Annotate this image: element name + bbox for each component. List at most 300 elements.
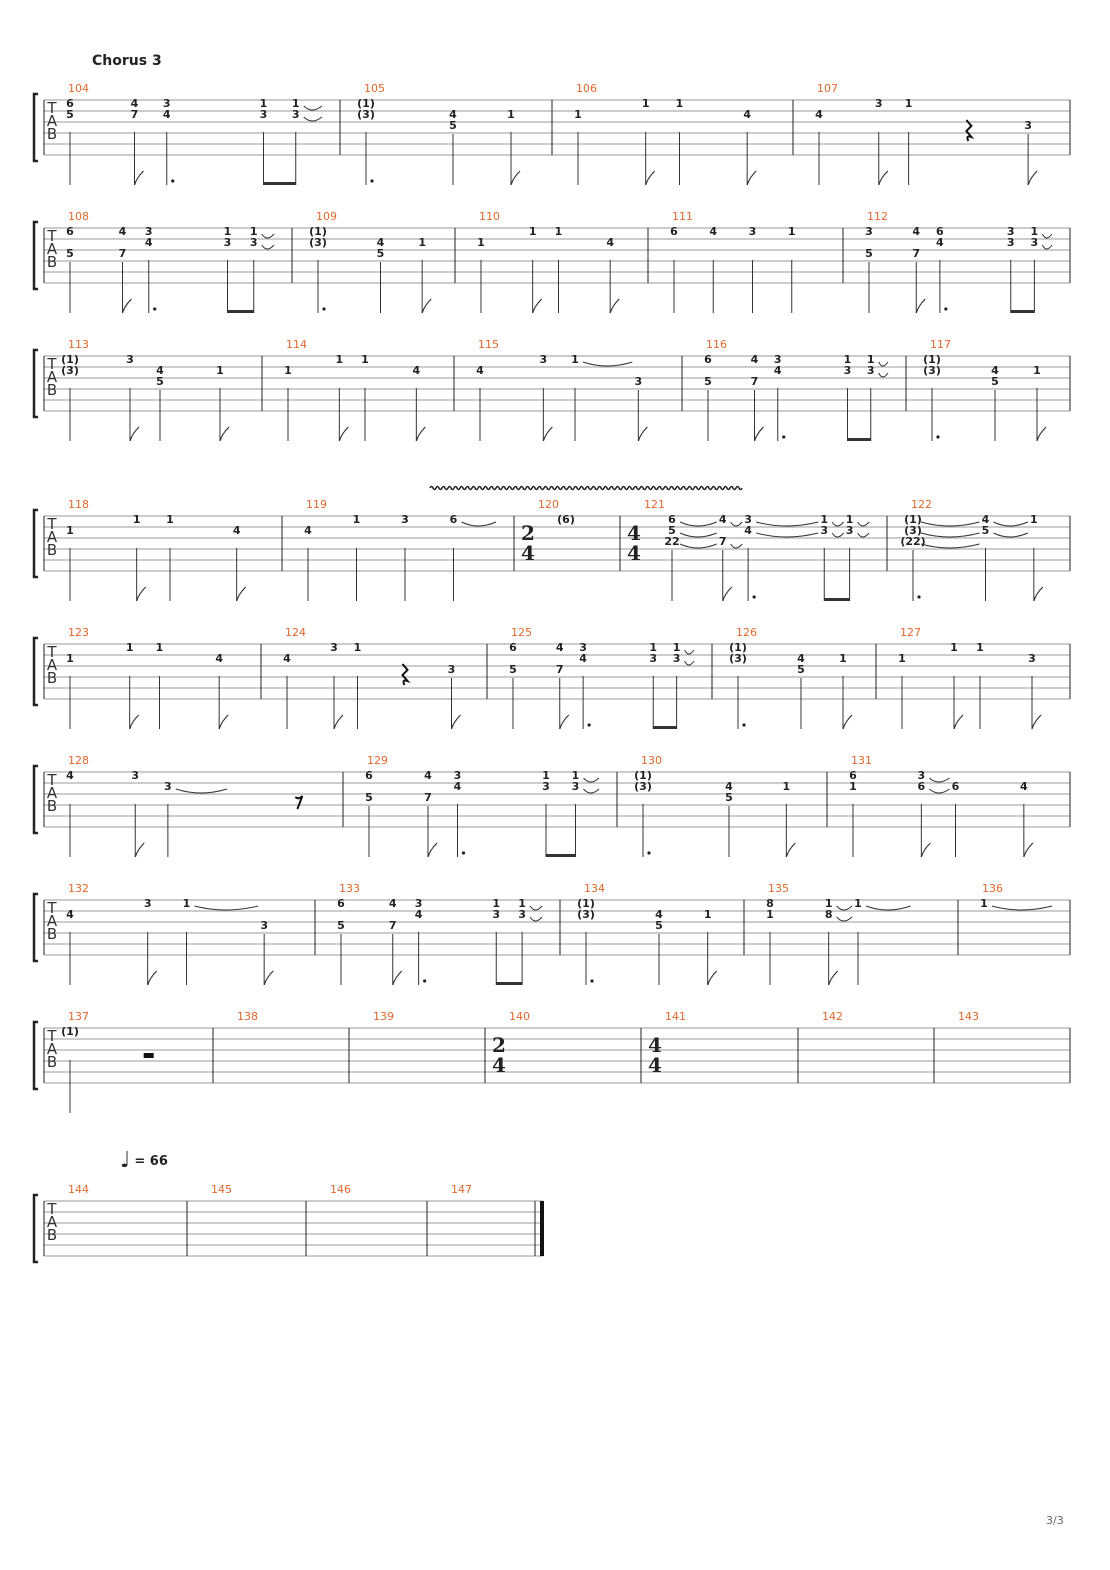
tab-clef-letter: T	[47, 355, 57, 373]
eighth-flag	[428, 843, 437, 857]
fret-number: 3	[579, 641, 587, 654]
measure-number: 128	[68, 754, 89, 767]
eighth-flag	[708, 971, 717, 985]
tie-arc	[584, 778, 600, 782]
time-signature-top: 2	[492, 1033, 506, 1057]
fret-number: 5	[365, 791, 373, 804]
tie-arc	[262, 234, 274, 238]
fret-number: 3	[1006, 225, 1015, 238]
fret-number: 4	[66, 908, 74, 921]
measure-number: 114	[286, 338, 307, 351]
quarter-note-icon: ♩	[120, 1148, 131, 1173]
measure-number: 111	[672, 210, 693, 223]
fret-number: 3	[453, 769, 462, 782]
fret-number: 1	[1033, 364, 1041, 377]
tab-clef-letter: T	[47, 643, 57, 661]
tab-clef-letter: A	[46, 240, 58, 258]
eighth-flag	[533, 299, 542, 313]
measure-number: 121	[644, 498, 665, 511]
tie-arc	[1042, 245, 1052, 249]
fret-number: 3	[843, 364, 852, 377]
tab-clef-letter: A	[46, 656, 58, 674]
fret-number: (3)	[904, 524, 922, 537]
fret-number: 6	[936, 225, 944, 238]
beam	[228, 310, 254, 313]
fret-number: 1	[571, 353, 579, 366]
measure-number: 129	[367, 754, 388, 767]
measure-number: 144	[68, 1183, 89, 1196]
fret-number: 4	[744, 524, 752, 537]
time-signature-bottom: 4	[521, 541, 535, 565]
beam	[546, 854, 576, 857]
eighth-flag	[1024, 843, 1033, 857]
measure-number: 109	[316, 210, 337, 223]
fret-number: (1)	[309, 225, 327, 238]
tab-clef-letter: B	[46, 253, 58, 271]
beam	[264, 182, 296, 185]
fret-number: 1	[335, 353, 344, 366]
measure-number: 112	[867, 210, 888, 223]
quarter-rest	[966, 120, 971, 141]
fret-number: 4	[743, 108, 751, 121]
fret-number: 7	[718, 535, 727, 548]
eighth-flag	[879, 171, 888, 185]
measure-number: 137	[68, 1010, 89, 1023]
measure-number: 136	[982, 882, 1003, 895]
fret-number: 1	[528, 225, 537, 238]
eighth-flag	[1037, 427, 1046, 441]
eighth-flag	[921, 843, 930, 857]
fret-number: 1	[223, 225, 232, 238]
eighth-flag	[1032, 715, 1041, 729]
fret-number: 5	[655, 919, 663, 932]
time-signature-top: 4	[627, 521, 641, 545]
fret-number: (1)	[729, 641, 747, 654]
measure-number: 113	[68, 338, 89, 351]
eighth-flag	[220, 427, 229, 441]
time-signature-bottom: 4	[648, 1053, 662, 1077]
measure-number: 122	[911, 498, 932, 511]
fret-number: 1	[249, 225, 258, 238]
fret-number: 3	[249, 236, 258, 249]
tie-arc	[685, 661, 694, 665]
fret-number: 3	[1024, 119, 1032, 132]
fret-number: 1	[766, 908, 774, 921]
eighth-flag	[843, 715, 852, 729]
fret-number: 4	[414, 908, 423, 921]
measure-number: 145	[211, 1183, 232, 1196]
tab-clef-letter: B	[46, 1053, 58, 1071]
fret-number: 3	[447, 663, 456, 676]
fret-number: 1	[352, 513, 361, 526]
fret-number: 1	[492, 897, 501, 910]
tab-clef-letter: T	[47, 771, 57, 789]
time-signature-bottom: 4	[627, 541, 641, 565]
dot	[171, 179, 174, 182]
tie-arc	[837, 906, 852, 910]
measure-number: 131	[851, 754, 872, 767]
fret-number: (3)	[729, 652, 747, 665]
fret-number: 5	[509, 663, 517, 676]
fret-number: 1	[518, 897, 526, 910]
fret-number: 3	[259, 108, 268, 121]
fret-number: (6)	[557, 513, 575, 526]
fret-number: 4	[797, 652, 805, 665]
fret-number: 3	[164, 780, 172, 793]
fret-number: 3	[865, 225, 873, 238]
fret-number: 4	[66, 769, 74, 782]
fret-number: 1	[782, 780, 791, 793]
fret-number: 1	[418, 236, 426, 249]
fret-number: 3	[330, 641, 338, 654]
page-indicator: 3/3	[1046, 1514, 1064, 1527]
fret-number: 3	[492, 908, 501, 921]
fret-number: 1	[155, 641, 164, 654]
fret-number: 6	[670, 225, 678, 238]
fret-number: 3	[917, 769, 926, 782]
fret-number: 1	[259, 97, 268, 110]
fret-number: 1	[904, 97, 913, 110]
tie-arc	[530, 917, 542, 921]
fret-number: 7	[388, 919, 397, 932]
fret-number: 3	[518, 908, 526, 921]
fret-number: 1	[976, 641, 984, 654]
fret-number: 7	[750, 375, 759, 388]
fret-number: 4	[283, 652, 291, 665]
staff-system	[34, 766, 1070, 857]
fret-number: 3	[866, 364, 875, 377]
eighth-rest	[295, 796, 302, 809]
measure-number: 135	[768, 882, 789, 895]
measure-number: 115	[478, 338, 499, 351]
beam	[848, 438, 871, 441]
fret-number: 4	[725, 780, 733, 793]
fret-number: (1)	[904, 513, 922, 526]
fret-number: 5	[66, 247, 74, 260]
system-bracket	[34, 638, 38, 705]
tab-clef-letter: T	[47, 1027, 57, 1045]
tie-arc	[304, 106, 322, 110]
fret-number: 1	[866, 353, 875, 366]
fret-number: 1	[854, 897, 862, 910]
fret-number: 1	[641, 97, 650, 110]
tie-arc	[304, 117, 322, 121]
fret-number: 1	[166, 513, 174, 526]
fret-number: 4	[709, 225, 718, 238]
tie-arc	[992, 906, 1052, 910]
measure-number: 147	[451, 1183, 472, 1196]
time-signature-top: 4	[648, 1033, 662, 1057]
eighth-flag	[416, 427, 425, 441]
vibrato-marking	[430, 487, 742, 490]
tab-clef-letter: T	[47, 99, 57, 117]
measure-number: 105	[364, 82, 385, 95]
fret-number: 4	[215, 652, 223, 665]
tab-clef-letter: A	[46, 368, 58, 386]
measure-number: 130	[641, 754, 662, 767]
tie-arc	[685, 650, 694, 654]
fret-number: 1	[950, 641, 958, 654]
fret-number: 4	[750, 353, 759, 366]
fret-number: 5	[981, 524, 990, 537]
fret-number: 3	[542, 780, 550, 793]
system-bracket	[34, 894, 38, 961]
fret-number: 5	[449, 119, 457, 132]
tempo-value: = 66	[134, 1154, 168, 1169]
dot	[782, 435, 785, 438]
dot	[588, 723, 591, 726]
fret-number: 1	[849, 780, 857, 793]
tab-clef-letter: A	[46, 1213, 58, 1231]
fret-number: 1	[898, 652, 906, 665]
fret-number: 4	[555, 641, 564, 654]
fret-number: 1	[574, 108, 582, 121]
tie-arc	[921, 544, 980, 548]
fret-number: 8	[824, 908, 833, 921]
fret-number: 1	[66, 652, 74, 665]
tie-arc	[858, 522, 869, 526]
dot	[944, 307, 947, 310]
eighth-flag	[723, 587, 732, 601]
fret-number: 1	[703, 908, 712, 921]
fret-number: 4	[981, 513, 990, 526]
eighth-flag	[560, 715, 569, 729]
tie-arc	[858, 533, 869, 537]
fret-number: 4	[936, 236, 944, 249]
fret-number: 4	[162, 108, 171, 121]
tie-arc	[921, 522, 980, 526]
staff-system	[34, 1022, 1070, 1113]
tab-clef-letter: A	[46, 528, 58, 546]
fret-number: 1	[980, 897, 988, 910]
fret-number: (1)	[61, 1025, 79, 1038]
fret-number: 5	[156, 375, 164, 388]
tie-arc	[832, 533, 843, 537]
fret-number: 3	[1028, 652, 1036, 665]
fret-number: 3	[223, 236, 232, 249]
fret-number: 5	[725, 791, 733, 804]
fret-number: 4	[376, 236, 385, 249]
measure-number: 140	[509, 1010, 530, 1023]
fret-number: 4	[991, 364, 999, 377]
eighth-flag	[123, 299, 132, 313]
tie-arc	[584, 789, 600, 793]
fret-number: 3	[820, 524, 829, 537]
fret-number: (3)	[923, 364, 941, 377]
system-bracket	[34, 222, 38, 289]
eighth-flag	[219, 715, 228, 729]
fret-number: 1	[820, 513, 829, 526]
measure-number: 142	[822, 1010, 843, 1023]
eighth-flag	[339, 427, 348, 441]
dot	[322, 307, 325, 310]
fret-number: 3	[414, 897, 423, 910]
measure-number: 141	[665, 1010, 686, 1023]
tie-arc	[921, 533, 980, 537]
tie-arc	[994, 522, 1028, 526]
measure-number: 106	[576, 82, 597, 95]
fret-number: 5	[865, 247, 873, 260]
dot	[936, 435, 939, 438]
measure-number: 132	[68, 882, 89, 895]
fret-number: 4	[388, 897, 397, 910]
fret-number: 6	[849, 769, 857, 782]
measure-number: 125	[511, 626, 532, 639]
fret-number: (1)	[577, 897, 595, 910]
fret-number: 1	[542, 769, 550, 782]
fret-number: 1	[649, 641, 658, 654]
eighth-flag	[1034, 587, 1043, 601]
measure-number: 138	[237, 1010, 258, 1023]
system-bracket	[34, 510, 38, 577]
eighth-flag	[1028, 171, 1037, 185]
fret-number: 3	[649, 652, 658, 665]
eighth-flag	[610, 299, 619, 313]
fret-number: (1)	[61, 353, 79, 366]
fret-number: 1	[216, 364, 224, 377]
measure-number: 143	[958, 1010, 979, 1023]
fret-number: 4	[1020, 780, 1028, 793]
system-bracket	[34, 1022, 38, 1089]
fret-number: 1	[672, 641, 681, 654]
eighth-flag	[130, 715, 139, 729]
fret-number: 1	[824, 897, 833, 910]
staff-system	[34, 350, 1070, 441]
eighth-flag	[334, 715, 343, 729]
tie-arc	[837, 917, 852, 921]
eighth-flag	[786, 843, 795, 857]
fret-number: 5	[797, 663, 805, 676]
fret-number: 3	[672, 652, 681, 665]
fret-number: 1	[284, 364, 292, 377]
eighth-flag	[638, 427, 647, 441]
tab-clef-letter: T	[47, 515, 57, 533]
final-barline	[540, 1201, 544, 1256]
staff-system	[34, 1195, 544, 1262]
eighth-flag	[264, 971, 273, 985]
fret-number: 4	[118, 225, 127, 238]
tie-arc	[680, 522, 717, 526]
tab-clef-letter: T	[47, 1200, 57, 1218]
fret-number: 5	[704, 375, 712, 388]
tab-clef-letter: A	[46, 112, 58, 130]
quarter-rest	[403, 664, 408, 685]
dot	[647, 851, 650, 854]
eighth-flag	[954, 715, 963, 729]
measure-number: 110	[479, 210, 500, 223]
fret-number: 4	[453, 780, 462, 793]
measure-number: 133	[339, 882, 360, 895]
tie-arc	[1042, 234, 1052, 238]
tab-clef-letter: B	[46, 797, 58, 815]
dot	[462, 851, 465, 854]
fret-number: 5	[376, 247, 385, 260]
dot	[153, 307, 156, 310]
measure-number: 139	[373, 1010, 394, 1023]
fret-number: (3)	[309, 236, 327, 249]
fret-number: 3	[539, 353, 548, 366]
fret-number: 3	[744, 513, 752, 526]
tab-clef-letter: A	[46, 1040, 58, 1058]
fret-number: 3	[1030, 236, 1039, 249]
tie-arc	[879, 373, 888, 377]
system-bracket	[34, 766, 38, 833]
tab-clef-letter: T	[47, 899, 57, 917]
fret-number: (3)	[357, 108, 375, 121]
fret-number: 1	[839, 652, 847, 665]
measure-number: 104	[68, 82, 89, 95]
fret-number: 4	[815, 108, 823, 121]
measure-number: 127	[900, 626, 921, 639]
tie-arc	[756, 522, 818, 526]
fret-number: 6	[365, 769, 373, 782]
fret-number: 3	[126, 353, 134, 366]
fret-number: 1	[66, 524, 74, 537]
system-bracket	[34, 94, 38, 161]
beam	[1011, 310, 1035, 313]
fret-number: 6	[704, 353, 712, 366]
fret-number: 1	[132, 513, 141, 526]
time-signature-top: 2	[521, 521, 535, 545]
tie-arc	[929, 789, 949, 793]
fret-number: 3	[571, 780, 580, 793]
beam	[824, 598, 849, 601]
fret-number: 4	[304, 524, 312, 537]
staff-system	[34, 94, 1070, 185]
fret-number: 4	[476, 364, 484, 377]
dot	[370, 179, 373, 182]
tab-clef-letter: B	[46, 125, 58, 143]
beam	[653, 726, 676, 729]
measure-number: 134	[584, 882, 605, 895]
fret-number: 1	[571, 769, 580, 782]
eighth-flag	[511, 171, 520, 185]
system-bracket	[34, 350, 38, 417]
fret-number: 4	[912, 225, 921, 238]
eighth-flag	[916, 299, 925, 313]
fret-number: 4	[718, 513, 727, 526]
fret-number: 3	[874, 97, 883, 110]
fret-number: 22	[664, 535, 680, 548]
tab-clef-letter: B	[46, 1226, 58, 1244]
fret-number: 1	[477, 236, 485, 249]
measure-number: 107	[817, 82, 838, 95]
fret-number: 4	[655, 908, 663, 921]
fret-number: 4	[232, 524, 241, 537]
half-rest	[144, 1053, 154, 1058]
tie-arc	[756, 533, 818, 537]
fret-number: 3	[845, 524, 854, 537]
fret-number: 5	[66, 108, 74, 121]
measure-number: 119	[306, 498, 327, 511]
fret-number: 7	[118, 247, 127, 260]
fret-number: 4	[449, 108, 457, 121]
eighth-flag	[829, 971, 838, 985]
measure-number: 117	[930, 338, 951, 351]
fret-number: 4	[606, 236, 614, 249]
fret-number: 6	[668, 513, 676, 526]
eighth-flag	[135, 171, 144, 185]
fret-number: 4	[156, 364, 164, 377]
fret-number: (1)	[923, 353, 941, 366]
fret-number: 1	[182, 897, 191, 910]
tie-arc	[462, 522, 497, 526]
fret-number: 7	[424, 791, 432, 804]
fret-number: 1	[361, 353, 369, 366]
section-title: Chorus 3	[92, 53, 162, 69]
eighth-flag	[646, 171, 655, 185]
dot	[590, 979, 593, 982]
